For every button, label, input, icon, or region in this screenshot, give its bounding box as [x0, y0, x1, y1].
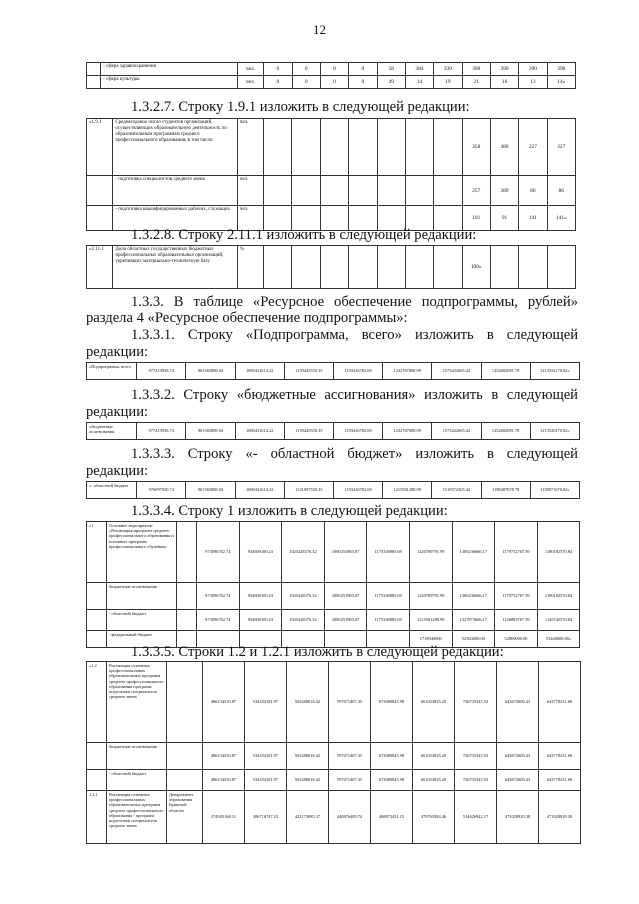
- value-cell: 726735345.53: [455, 662, 497, 743]
- label-cell: - областной бюджет: [107, 610, 177, 631]
- table-subprogram-total: [86, 362, 580, 380]
- table-row: [87, 423, 580, 440]
- value-cell: 661023835.20: [413, 770, 455, 791]
- value-cell: 1126883767.59: [495, 610, 538, 631]
- heading-1-3-3-5: 1.3.3.5. Строки 1.2 и 1.2.1 изложить в следующей редакции:: [131, 644, 504, 660]
- value-cell: 643778231.68: [539, 770, 581, 791]
- value-cell: [349, 246, 377, 289]
- code-cell: [87, 631, 107, 648]
- code-cell: «1.2: [87, 662, 107, 743]
- label-cell: Среднегодовое число студентов организаций, осуществляющих образовательную деятельность по образовательным программам среднего профессионального образования, в том числе:: [113, 119, 238, 176]
- value-cell: 480: [490, 119, 518, 176]
- value-cell: [377, 119, 405, 176]
- label-cell: - подготовка квалифицированных рабочих, служащих: [113, 206, 238, 231]
- label-cell: «бюджетные ассигнования: [87, 423, 137, 440]
- value-cell: 0: [320, 76, 348, 89]
- value-cell: 384: [405, 63, 433, 76]
- table-row: [87, 662, 581, 743]
- value-cell: 358: [462, 119, 490, 176]
- exec-cell: [167, 770, 203, 791]
- value-cell: [405, 176, 433, 206]
- value-cell: 1080431614.22: [235, 423, 284, 440]
- value-cell: 1175338885.69: [367, 610, 410, 631]
- code-cell: [87, 63, 101, 76]
- value-cell: 13: [519, 76, 547, 89]
- value-cell: 227: [519, 119, 547, 176]
- exec-cell: [167, 743, 203, 770]
- value-cell: 440876489.74: [329, 791, 371, 844]
- value-cell: [320, 246, 348, 289]
- value-cell: 0: [349, 76, 377, 89]
- value-cell: [292, 246, 320, 289]
- value-cell: 1380236666.17: [452, 522, 495, 583]
- table-rows-1-2: [86, 661, 581, 844]
- label-cell: «Подпрограмма, всего: [87, 363, 137, 380]
- value-cell: 390: [490, 63, 518, 76]
- value-cell: 563288616.42: [287, 770, 329, 791]
- unit-cell: чел.: [237, 63, 263, 76]
- table-row: [87, 119, 576, 176]
- value-cell: [292, 119, 320, 176]
- value-cell: 1193416782.69: [333, 363, 382, 380]
- value-cell: 91: [490, 206, 518, 231]
- value-cell: 1080251883.87: [324, 522, 367, 583]
- value-cell: 597671407.35: [329, 743, 371, 770]
- value-cell: 471028929.38: [539, 791, 581, 844]
- exec-cell: [177, 522, 197, 583]
- table-row: [87, 743, 581, 770]
- value-cell: 534104181.97: [245, 743, 287, 770]
- value-cell: [264, 246, 292, 289]
- value-cell: 563288616.42: [287, 743, 329, 770]
- value-cell: 961565888.04: [186, 482, 235, 499]
- value-cell: 661023835.20: [413, 743, 455, 770]
- table-row: [87, 610, 580, 631]
- value-cell: 1025428376.32: [282, 583, 325, 610]
- unit-cell: чел.: [237, 176, 263, 206]
- value-cell: 1080251883.87: [324, 610, 367, 631]
- value-cell: 1175338885.69: [367, 583, 410, 610]
- code-cell: «1: [87, 522, 107, 583]
- label-cell: бюджетные ассигнования: [107, 583, 177, 610]
- value-cell: 643778231.68: [539, 662, 581, 743]
- value-cell: 514626942.17: [455, 791, 497, 844]
- value-cell: 643672000.43: [497, 770, 539, 791]
- exec-cell: [177, 610, 197, 631]
- value-cell: [292, 176, 320, 206]
- value-cell: [405, 119, 433, 176]
- value-cell: 422173085.37: [287, 791, 329, 844]
- value-cell: 661023835.20: [413, 662, 455, 743]
- value-cell: 1179752767.59: [495, 522, 538, 583]
- value-cell: 934600100.23: [239, 610, 282, 631]
- value-cell: 1139445550.35: [284, 423, 333, 440]
- label-cell: - областной бюджет: [107, 770, 167, 791]
- code-cell: [87, 206, 113, 231]
- value-cell: 1380236666.17: [452, 583, 495, 610]
- label-cell: - федеральный бюджет: [107, 631, 177, 648]
- code-cell: [87, 176, 113, 206]
- value-cell: [377, 246, 405, 289]
- heading-1-3-2-7: 1.3.2.7. Строку 1.9.1 изложить в следующей редакции:: [131, 99, 470, 115]
- table-row-1: [86, 521, 580, 648]
- code-cell: [87, 583, 107, 610]
- value-cell: 1232767688.99: [383, 363, 432, 380]
- value-cell: 1215581288.99: [409, 610, 452, 631]
- value-cell: 100»: [462, 246, 490, 289]
- value-cell: 86: [547, 176, 575, 206]
- value-cell: 0: [349, 63, 377, 76]
- code-cell: «2.11.1: [87, 246, 113, 289]
- value-cell: 1215581288.99: [383, 482, 432, 499]
- value-cell: 52869000.00: [495, 631, 538, 648]
- value-cell: 330: [434, 63, 462, 76]
- value-cell: 1080431614.22: [235, 482, 284, 499]
- value-cell: 468873451.15: [371, 791, 413, 844]
- para-1-3-3-1-b: редакции:: [86, 344, 149, 360]
- value-cell: [320, 176, 348, 206]
- value-cell: 1213520170.82»: [530, 423, 579, 440]
- value-cell: 1327873666.17: [452, 610, 495, 631]
- value-cell: 390: [519, 63, 547, 76]
- table-row: [87, 363, 580, 380]
- exec-cell: [177, 583, 197, 610]
- table-row: [87, 63, 576, 76]
- value-cell: 390: [547, 63, 575, 76]
- value-cell: 1220709791.99: [409, 522, 452, 583]
- unit-cell: %: [237, 246, 263, 289]
- value-cell: 86: [519, 176, 547, 206]
- table-row-1-9-1: [86, 118, 576, 231]
- para-1-3-3-1: 1.3.3.1. Строку «Подпрограмма, всего» изложить в следующей: [131, 327, 578, 343]
- value-cell: 597671407.35: [329, 770, 371, 791]
- label-cell: - подготовка специалистов среднего звена: [113, 176, 238, 206]
- table-regional-budget: [86, 481, 580, 499]
- value-cell: 141»: [547, 206, 575, 231]
- table-row: [87, 176, 576, 206]
- para-1-3-3-3-b: редакции:: [86, 463, 149, 479]
- value-cell: [377, 176, 405, 206]
- value-cell: 19: [434, 76, 462, 89]
- value-cell: 16: [490, 76, 518, 89]
- value-cell: 977419938.74: [137, 363, 186, 380]
- value-cell: 1180182570.84: [537, 583, 580, 610]
- code-cell: «1.9.1: [87, 119, 113, 176]
- value-cell: [349, 176, 377, 206]
- value-cell: 1180182570.84: [537, 522, 580, 583]
- value-cell: 479763584.46: [413, 791, 455, 844]
- exec-cell: [167, 662, 203, 743]
- unit-cell: чел.: [237, 76, 263, 89]
- value-cell: 49: [377, 76, 405, 89]
- value-cell: 726735345.53: [455, 743, 497, 770]
- value-cell: 389: [490, 176, 518, 206]
- label-cell: «- областной бюджет: [87, 482, 137, 499]
- value-cell: 1573422665.42: [432, 363, 481, 380]
- table-row: [87, 246, 576, 289]
- value-cell: 0: [264, 76, 292, 89]
- value-cell: 471028929.38: [497, 791, 539, 844]
- value-cell: 1080431614.22: [235, 363, 284, 380]
- unit-cell: чел.: [237, 119, 263, 176]
- value-cell: 374945168.31: [203, 791, 245, 844]
- value-cell: 673080845.98: [371, 770, 413, 791]
- table-row: [87, 76, 576, 89]
- table-row-2-11-1: [86, 245, 576, 289]
- value-cell: 961565888.04: [186, 363, 235, 380]
- value-cell: 58: [377, 63, 405, 76]
- label-cell: Реализация основных профессиональных образовательных программ среднего профессионального образования программ подготовки специалистов среднего звена: [107, 662, 167, 743]
- value-cell: 934600100.23: [239, 522, 282, 583]
- para-1-3-3: 1.3.3. В таблице «Ресурсное обеспечение подпрограммы, рублей»: [131, 294, 578, 310]
- value-cell: 1193416782.69: [333, 482, 382, 499]
- value-cell: 1025428376.32: [282, 610, 325, 631]
- value-cell: 0: [264, 63, 292, 76]
- value-cell: 1179752767.59: [495, 583, 538, 610]
- label-cell: - сфера здравоохранения: [101, 63, 238, 76]
- value-cell: 643672000.43: [497, 743, 539, 770]
- value-cell: 390: [462, 63, 490, 76]
- code-cell: 1.2.1: [87, 791, 107, 844]
- value-cell: 961565888.04: [186, 423, 235, 440]
- value-cell: 1126742570.84: [537, 610, 580, 631]
- value-cell: 1121097550.35: [284, 482, 333, 499]
- value-cell: 673080845.98: [371, 743, 413, 770]
- para-1-3-3-3: 1.3.3.3. Строку «- областной бюджет» изложить в следующей: [131, 446, 578, 462]
- table-row: [87, 522, 580, 583]
- value-cell: [547, 246, 575, 289]
- value-cell: 973096782.74: [197, 610, 240, 631]
- label-cell: - сфера культуры: [101, 76, 238, 89]
- value-cell: 976097930.74: [137, 482, 186, 499]
- value-cell: [320, 119, 348, 176]
- value-cell: 1718940000: [409, 631, 452, 648]
- value-cell: 52363000.00: [452, 631, 495, 648]
- value-cell: 1573422665.42: [432, 423, 481, 440]
- value-cell: 1519572305.42: [432, 482, 481, 499]
- value-cell: 1193416782.69: [333, 423, 382, 440]
- para-1-3-3-2: 1.3.3.2. Строку «бюджетные ассигнования» изложить в следующей: [131, 387, 578, 403]
- code-cell: [87, 743, 107, 770]
- heading-1-3-3-4: 1.3.3.4. Строку 1 изложить в следующей редакции:: [131, 503, 448, 519]
- value-cell: 563288616.42: [287, 662, 329, 743]
- value-cell: 53440000.00»: [537, 631, 580, 648]
- value-cell: 486134530.87: [203, 743, 245, 770]
- value-cell: 0: [292, 76, 320, 89]
- value-cell: 0: [292, 63, 320, 76]
- value-cell: 597671407.35: [329, 662, 371, 743]
- value-cell: 973096782.74: [197, 522, 240, 583]
- heading-1-3-2-8: 1.3.2.8. Строку 2.11.1 изложить в следующей редакции:: [131, 227, 477, 243]
- value-cell: 934600100.23: [239, 583, 282, 610]
- label-cell: Доля областных государственных бюджетных профессиональных образовательных организаций, укрепивших материально-техническую базу: [113, 246, 238, 289]
- label-cell: Реализация основных профессиональных образовательных программ среднего профессионального образования - программ подготовки специалистов среднего звена: [107, 791, 167, 844]
- value-cell: [349, 119, 377, 176]
- table-row: [87, 791, 581, 844]
- value-cell: 1025428376.32: [282, 522, 325, 583]
- value-cell: 1158971670.82»: [530, 482, 579, 499]
- table-row: [87, 482, 580, 499]
- table-budget-allocations: [86, 422, 580, 440]
- exec-cell: Департамент образования Брянской области: [167, 791, 203, 844]
- value-cell: 14: [405, 76, 433, 89]
- value-cell: 1139445550.35: [284, 363, 333, 380]
- code-cell: [87, 610, 107, 631]
- value-cell: 257: [462, 176, 490, 206]
- para-1-3-3-b: раздела 4 «Ресурсное обеспечение подпрограммы»:: [86, 310, 408, 326]
- value-cell: [434, 246, 462, 289]
- value-cell: 643672000.43: [497, 662, 539, 743]
- value-cell: 101: [462, 206, 490, 231]
- label-cell: Основное мероприятие «Реализация программ среднего профессионального образования и основных программ профессионального обучения»: [107, 522, 177, 583]
- value-cell: [264, 119, 292, 176]
- value-cell: [519, 246, 547, 289]
- value-cell: 1220709791.99: [409, 583, 452, 610]
- value-cell: 486134530.87: [203, 662, 245, 743]
- value-cell: [490, 246, 518, 289]
- value-cell: 21: [462, 76, 490, 89]
- code-cell: [87, 770, 107, 791]
- unit-cell: чел.: [237, 206, 263, 231]
- table-row: [87, 583, 580, 610]
- code-cell: [87, 76, 101, 89]
- value-cell: 1252682081.78: [481, 363, 530, 380]
- value-cell: 726735345.53: [455, 770, 497, 791]
- value-cell: 227: [547, 119, 575, 176]
- value-cell: 977419938.74: [137, 423, 186, 440]
- value-cell: 486134530.87: [203, 770, 245, 791]
- table-row: [87, 770, 581, 791]
- value-cell: 973096782.74: [197, 583, 240, 610]
- value-cell: 643778231.68: [539, 743, 581, 770]
- value-cell: 386716747.23: [245, 791, 287, 844]
- value-cell: 1080251883.87: [324, 583, 367, 610]
- value-cell: 0: [320, 63, 348, 76]
- value-cell: [405, 246, 433, 289]
- value-cell: 1232767688.99: [383, 423, 432, 440]
- value-cell: 534104181.97: [245, 662, 287, 743]
- value-cell: [264, 176, 292, 206]
- value-cell: [434, 176, 462, 206]
- value-cell: 141: [519, 206, 547, 231]
- value-cell: 673080845.98: [371, 662, 413, 743]
- label-cell: бюджетные ассигнования: [107, 743, 167, 770]
- table-continuation: [86, 62, 576, 89]
- value-cell: 1198407078.78: [481, 482, 530, 499]
- page-number: 12: [313, 22, 326, 37]
- value-cell: 14»: [547, 76, 575, 89]
- value-cell: 1175338885.69: [367, 522, 410, 583]
- value-cell: 1213524170.82»: [530, 363, 579, 380]
- para-1-3-3-2-b: редакции:: [86, 404, 149, 420]
- value-cell: 534104181.97: [245, 770, 287, 791]
- value-cell: 1252682081.78: [481, 423, 530, 440]
- value-cell: [434, 119, 462, 176]
